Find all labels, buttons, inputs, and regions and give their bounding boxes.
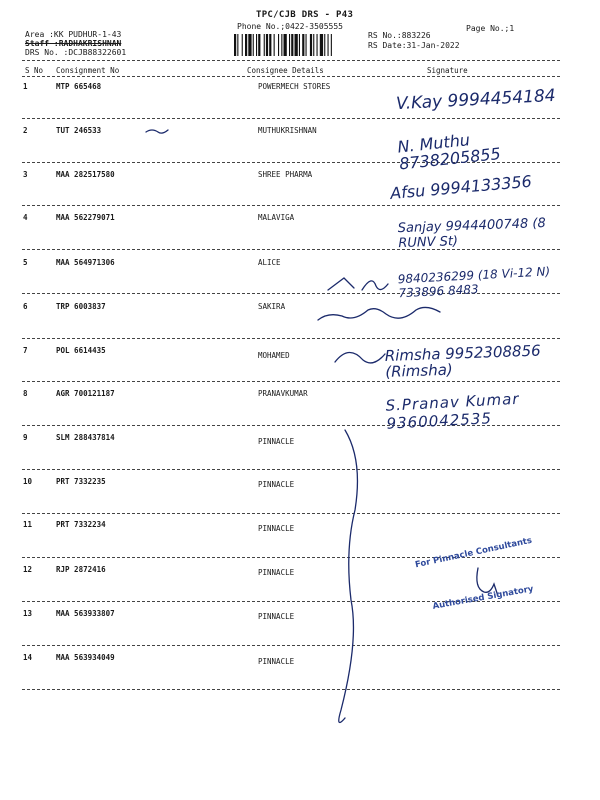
area-label: Area :KK PUDHUR-1-43 — [25, 30, 122, 39]
row-consignment: MAA 563934049 — [56, 653, 115, 662]
row-sno: 14 — [23, 653, 33, 662]
signature-row-6: 9840236299 (18 Vi-12 N) 733896 8483 — [397, 264, 551, 301]
row-consignment: TRP 6003837 — [56, 302, 106, 311]
page-number: Page No.;1 — [466, 24, 515, 33]
row-sno: 5 — [23, 258, 28, 267]
signature-row-7: Rimsha 9952308856 (Rimsha) — [384, 341, 541, 381]
column-header-consignee: Consignee Details — [247, 66, 324, 75]
row-consignment: MTP 665468 — [56, 82, 102, 91]
column-header-sno: S No — [25, 66, 44, 75]
row-consignment: RJP 2872416 — [56, 565, 106, 574]
column-header-consignment: Consignment No — [56, 66, 120, 75]
row-consignment: PRT 7332235 — [56, 477, 106, 486]
row-sno: 13 — [23, 609, 33, 618]
rs-number: RS No.:883226 — [368, 31, 431, 40]
row-sno: 11 — [23, 520, 33, 529]
row-sno: 3 — [23, 170, 28, 179]
initials-stroke — [362, 281, 388, 290]
row-consignment: MAA 562279071 — [56, 213, 115, 222]
sakira-signature-stroke — [318, 307, 440, 320]
arrow-stroke-icon — [328, 278, 354, 290]
row-consignment: MAA 282517580 — [56, 170, 115, 179]
row-consignee: SAKIRA — [258, 302, 286, 311]
row-consignment: TUT 246533 — [56, 126, 102, 135]
row-consignment: PRT 7332234 — [56, 520, 106, 529]
row-consignment: POL 6614435 — [56, 346, 106, 355]
row-sno: 1 — [23, 82, 28, 91]
row-sno: 6 — [23, 302, 28, 311]
phone-number: Phone No.;0422-3505555 — [237, 22, 343, 31]
row-consignee: MUTHUKRISHNAN — [258, 126, 317, 135]
staff-label: Staff :RADHAKRISHNAN — [25, 39, 122, 48]
row-consignee: PINNACLE — [258, 524, 295, 533]
row-consignment: MAA 564971306 — [56, 258, 115, 267]
column-header-signature: Signature — [427, 66, 468, 75]
signature-row-4: Sanjay 9944400748 (8 RUNV St) — [397, 215, 547, 252]
mohamed-signature-stroke — [335, 352, 385, 362]
row-consignee: ALICE — [258, 258, 281, 267]
row-consignee: PINNACLE — [258, 437, 295, 446]
stamp-company: For Pinnacle Consultants — [414, 535, 533, 571]
row-consignee: PRANAVKUMAR — [258, 389, 308, 398]
stamp-role: Authorised Signatory — [431, 584, 535, 612]
row-consignee: PINNACLE — [258, 612, 295, 621]
row-consignee: MALAVIGA — [258, 213, 295, 222]
row-consignment: AGR 700121187 — [56, 389, 115, 398]
row-consignment: SLM 288437814 — [56, 433, 115, 442]
document-title: TPC/CJB DRS - P43 — [256, 10, 354, 20]
row-consignee: SHREE PHARMA — [258, 170, 313, 179]
row-consignee: POWERMECH STORES — [258, 82, 331, 91]
signature-row-3: Afsu 9994133356 — [389, 171, 533, 203]
signature-row-2: N. Muthu 8738205855 — [396, 130, 502, 174]
row-consignee: PINNACLE — [258, 480, 295, 489]
row-consignee: PINNACLE — [258, 657, 295, 666]
row-sno: 2 — [23, 126, 28, 135]
row-sno: 10 — [23, 477, 33, 486]
pinnacle-bracket-stroke — [339, 430, 358, 723]
row-consignment: MAA 563933807 — [56, 609, 115, 618]
signature-row-8: S.Pranav Kumar 9360042535 — [385, 389, 520, 433]
row-sno: 9 — [23, 433, 28, 442]
row-sno: 8 — [23, 389, 28, 398]
stray-pen-mark — [146, 130, 168, 133]
row-sno: 12 — [23, 565, 33, 574]
rs-date: RS Date:31-Jan-2022 — [368, 41, 460, 50]
drs-number: DRS No. :DCJB88322601 — [25, 48, 127, 57]
row-consignee: PINNACLE — [258, 568, 295, 577]
row-consignee: MOHAMED — [258, 351, 290, 360]
row-sno: 7 — [23, 346, 28, 355]
signature-row-1: V.Kay 9994454184 — [395, 85, 557, 115]
row-sno: 4 — [23, 213, 28, 222]
